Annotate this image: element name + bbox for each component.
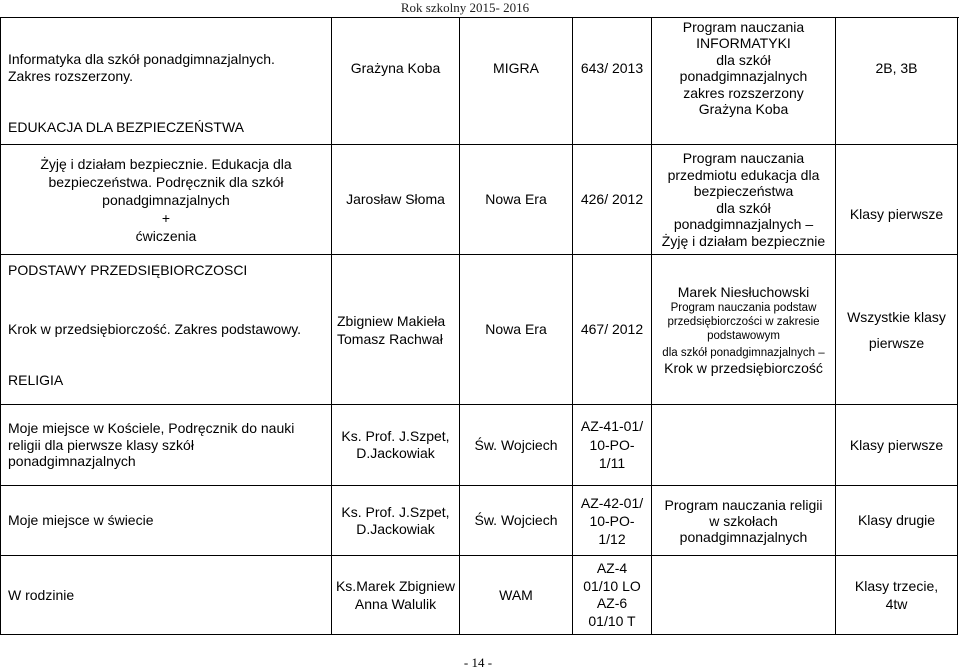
classes-cell [836,18,958,145]
approval-number-line: 01/10 LO [583,577,641,594]
classes-cell [836,255,958,405]
author-cell [332,556,460,635]
author-line: Anna Walulik [354,596,437,612]
program-cell [652,145,836,255]
publisher-cell [460,255,573,405]
publisher-cell [460,486,573,556]
program-cell [652,556,836,635]
classes-cell [836,556,958,635]
author-line: Ks. Prof. J.Szpet, [341,428,450,444]
approval-number-line: 1/11 [598,455,626,472]
approval-number-line: AZ-6 [596,595,628,611]
program-cell [652,486,836,556]
author-line: Zbigniew Makieła [337,312,446,329]
program-line: dla szkół [716,199,771,216]
title-line: Informatyka dla szkół ponadgimnazjalnych. [8,51,275,67]
approval-number-line: 10-PO- [589,436,635,453]
approval-number-line: 643/ 2013 [580,59,644,76]
classes-line: Klasy drugie [857,512,936,528]
author-cell [332,405,460,486]
approval-number-cell [573,145,652,255]
publisher-cell [460,556,573,635]
publisher-text: MIGRA [493,59,539,76]
title-line: Moje miejsce w Kościele, Podręcznik do nauki [8,420,295,437]
title-line: Moje miejsce w świecie [8,512,154,528]
title-line: Krok w przedsiębiorczość. Zakres podstawowy. [8,321,302,337]
title-line: ponadgimnazjalnych [8,453,136,470]
program-cell [652,255,836,405]
approval-number-line: 10-PO- [589,512,635,529]
textbook-table [0,17,959,635]
title-cell [1,556,332,635]
publisher-text: WAM [499,586,533,603]
approval-number-line: 1/12 [598,530,626,547]
approval-number-cell [573,556,652,635]
program-line: ponadgimnazjalnych – [673,216,814,232]
program-line: dla szkół [716,51,771,68]
author-line: D.Jackowiak [356,520,435,537]
title-cell [1,486,332,556]
title-line: bezpieczeństwa. Podręcznik dla szkół [48,173,284,190]
approval-number-line: AZ-41-01/ [580,418,644,435]
title-line: Żyję i działam bezpiecznie. Edukacja dla [40,155,292,172]
publisher-cell [460,405,573,486]
publisher-text: Nowa Era [485,191,547,207]
approval-number-line: 01/10 T [588,612,636,629]
program-line: ponadgimnazjalnych [679,68,808,84]
program-line: Krok w przedsiębiorczość [664,360,823,376]
classes-cell [836,486,958,556]
program-cell [652,405,836,486]
program-line: dla szkół ponadgimnazjalnych – [662,347,825,359]
author-line: Jarosław Słoma [346,191,445,207]
author-cell [332,255,460,405]
author-line: D.Jackowiak [356,445,435,461]
title-cell [1,145,332,255]
program-line: INFORMATYKI [696,35,791,51]
program-line: podstawowym [707,330,780,342]
classes-line: Wszystkie klasy [847,308,946,325]
section-heading: RELIGIA [8,372,64,388]
classes-line: 4tw [885,596,908,612]
section-heading: PODSTAWY PRZEDSIĘBIORCZOSCI [8,262,248,278]
author-line: Tomasz Rachwał [337,330,443,347]
classes-line: 2B, 3B [875,59,918,76]
classes-cell [836,405,958,486]
author-cell [332,18,460,145]
program-line: przedsiębiorczości w zakresie [667,316,820,328]
program-line: Żyję i działam bezpiecznie [661,232,826,249]
program-line: przedmiotu edukacja dla [667,166,820,183]
program-line: ponadgimnazjalnych [679,528,808,545]
approval-number-line: 467/ 2012 [580,321,644,337]
classes-line: Klasy trzecie, [854,578,939,594]
page-number: - 14 - [463,655,493,670]
author-cell [332,145,460,255]
classes-line: Klasy pierwsze [849,206,944,222]
classes-line: Klasy pierwsze [849,436,944,453]
program-cell [652,18,836,145]
publisher-text: Nowa Era [485,321,547,337]
program-line: Marek Niesłuchowski [677,284,810,300]
program-line: Grażyna Koba [698,101,789,117]
publisher-cell [460,18,573,145]
title-line: ćwiczenia [135,227,197,244]
title-line: ponadgimnazjalnych [102,191,230,208]
author-line: Ks. Prof. J.Szpet, [341,503,450,520]
author-line: Ks.Marek Zbigniew [335,578,456,594]
program-line: w szkołach [709,512,778,529]
approval-number-cell [573,405,652,486]
program-line: Program nauczania religii [664,496,823,513]
author-line: Grażyna Koba [350,59,441,76]
approval-number-cell [573,486,652,556]
title-cell [1,405,332,486]
classes-cell [836,145,958,255]
classes-line: pierwsze [868,334,925,351]
program-line: zakres rozszerzony [683,84,804,101]
approval-number-line: 426/ 2012 [580,191,644,207]
publisher-text: Św. Wojciech [474,436,558,453]
publisher-text: Św. Wojciech [474,512,558,528]
author-cell [332,486,460,556]
title-line: religii dla pierwsze klasy szkół [8,436,194,453]
title-line: Zakres rozszerzony. [8,68,133,84]
program-line: Program nauczania podstaw [670,302,817,314]
program-line: Program nauczania [682,18,805,35]
approval-number-cell [573,18,652,145]
program-line: bezpieczeństwa [693,183,794,199]
approval-number-line: AZ-42-01/ [580,494,644,511]
program-line: Program nauczania [682,150,805,166]
approval-number-line: AZ-4 [596,560,628,576]
title-cell [1,255,332,405]
section-heading: EDUKACJA DLA BEZPIECZEŃSTWA [8,119,244,135]
title-line: W rodzinie [8,586,75,603]
school-year-header: Rok szkolny 2015- 2016 [400,0,530,15]
title-line: + [161,209,171,226]
publisher-cell [460,145,573,255]
approval-number-cell [573,255,652,405]
title-cell [1,18,332,145]
